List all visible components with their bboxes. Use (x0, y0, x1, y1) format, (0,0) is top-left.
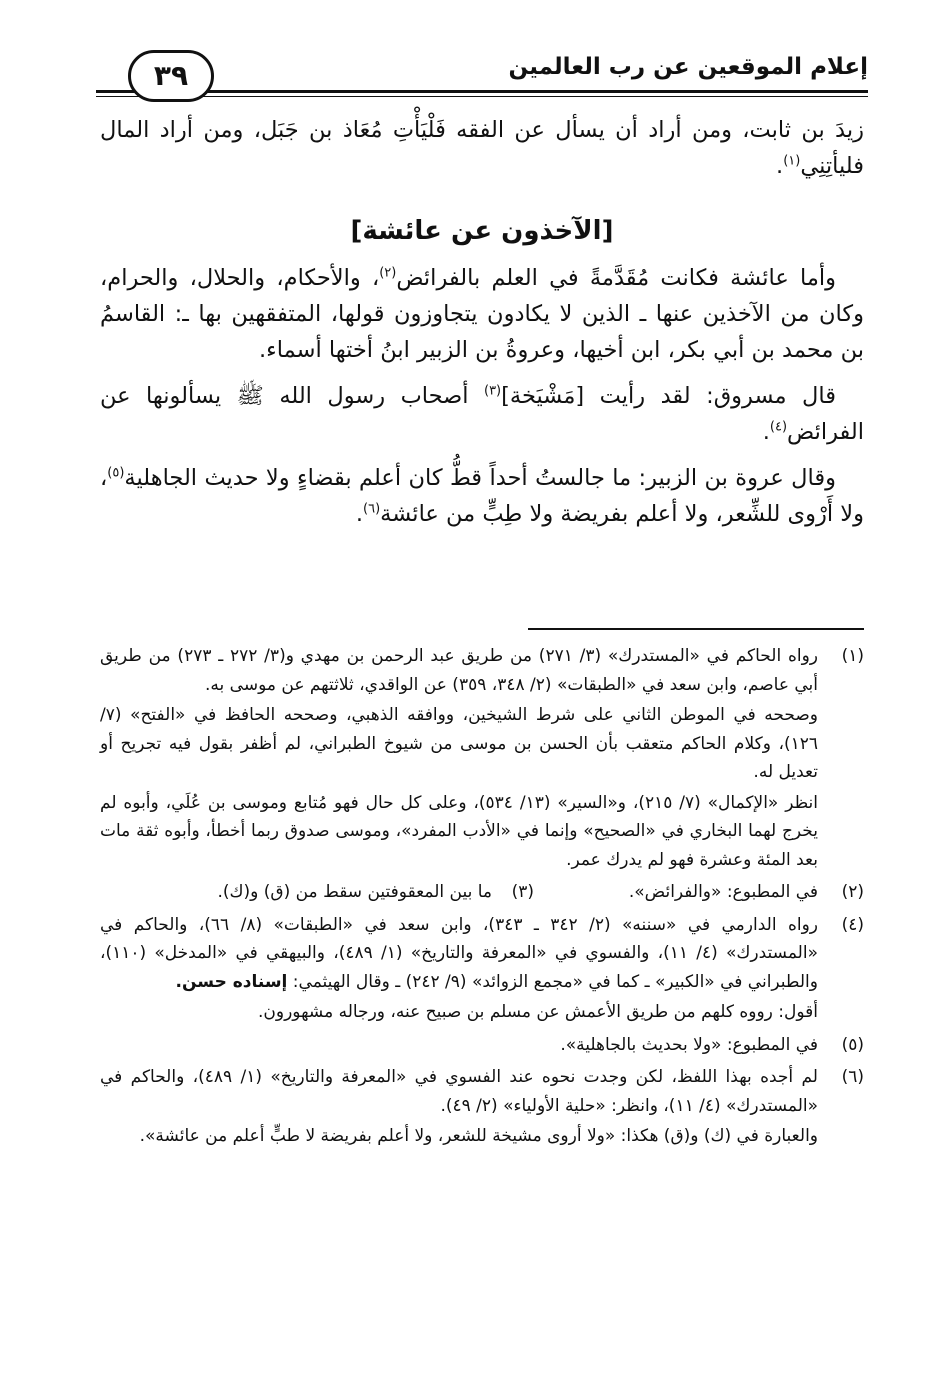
footnote-text: في المطبوع: «ولا بحديث بالجاهلية». (560, 1034, 818, 1055)
page-number: ٣٩ (128, 50, 214, 102)
paragraph-4-text-b: ، ولا أَرْوى للشِّعر، ولا أعلم بفريضة ولا طِبٍّ من عائشة (100, 465, 864, 527)
paragraph-1-text: زيدَ بن ثابت، ومن أراد أن يسأل عن الفقه فَلْيَأْتِ مُعَاذ بن جَبَل، ومن أراد المال فليأتِنِي (100, 117, 864, 179)
footnote-emphasis: إسناده حسن. (175, 971, 288, 992)
paragraph-3-text-a: قال مسروق: لقد رأيت [مَشْيَخة] (501, 383, 837, 409)
footnote-text: رواه الدارمي في «سننه» (٢/ ٣٤٢ ـ ٣٤٣)، وابن سعد في «الطبقات» (٨/ ٦٦)، والحاكم في «المستدرك» (٤/ ١١)، والفسوي في «المعرفة والتاريخ» (١/ ٤٨٩)، والبيهقي في «المدخل» (١١٠)، والطبراني في «الكبير» ـ كما في «مجمع الزوائد» (٩/ ٢٤٢) ـ وقال الهيثمي: (100, 914, 818, 992)
paragraph-4 (100, 460, 864, 532)
footnote-1-para-2: وصححه في الموطن الثاني على شرط الشيخين، ووافقه الذهبي، وصححه الحافظ في «الفتح» (٧/ ١٢٦)، وكلام الحاكم متعقب بأن الحسن بن موسى من شيوخ الطبراني، لم أظفر بقول فيه تجريح أو تعديل له. (100, 705, 818, 782)
footnote-1-para-3: انظر «الإكمال» (٧/ ٢١٥)، و«السير» (١٣/ ٥٣٤)، وعلى كل حال فهو مُتابع وموسى بن عُلَي، وأبوه لم يخرج لهما البخاري في «الصحيح» وإنما في «الأدب المفرد»، وموسى صدوق ربما أخطأ، وأبوه ثقة مات بعد المئة وعشرة فهو لم يدرك عمر. (100, 792, 818, 870)
note-ref-6: (٦) (363, 501, 381, 517)
header-rule (96, 90, 868, 93)
footnote-4 (100, 911, 864, 997)
footnote-number: (٢) (841, 882, 864, 902)
footnote-1 (100, 642, 864, 699)
footnote-text: في المطبوع: «والفرائض». (628, 882, 818, 902)
footnote-number: (٥) (841, 1034, 864, 1055)
note-ref-2: (٢) (379, 265, 397, 281)
footnote-4-body (100, 911, 818, 997)
paragraph-2-text-a: وأما عائشة فكانت مُقَدَّمةً في العلم بالفرائض (396, 265, 837, 291)
note-ref-4: (٤) (769, 419, 788, 435)
footnote-number: (١) (841, 646, 864, 666)
paragraph-1-end: . (776, 153, 784, 179)
footnote-text: رواه الحاكم في «المستدرك» (٣/ ٢٧١) من طريق عبد الرحمن بن مهدي و(٣/ ٢٧٢ ـ ٢٧٣) من طريق أبي عاصم، وابن سعد في «الطبقات» (٢/ ٣٤٨، ٣٥٩) عن الواقدي، ثلاثتهم عن موسى به. (100, 646, 819, 695)
running-title: إعلام الموقعين عن رب العالمين (508, 54, 868, 80)
note-ref-5: (٥) (107, 465, 125, 481)
paragraph-1 (100, 112, 864, 184)
paragraph-2 (100, 260, 864, 368)
footnote-2-3-row (100, 878, 864, 907)
paragraph-3-text-b: أصحاب رسول الله ﷺ يسألونها عن الفرائض (100, 383, 864, 445)
footnote-5 (100, 1031, 864, 1060)
footnote-text: ما بين المعقوفتين سقط من (ق) و(ك). (217, 882, 492, 902)
footnote-divider (528, 628, 864, 630)
footnote-3 (217, 878, 534, 907)
paragraph-2-text-b: ، والأحكام، والحلال، والحرام، وكان من الآخذين عنها ـ الذين لا يكادون يتجاوزون قولها، المتفقهين بها ـ: القاسمُ بن محمد بن أبي بكر، ابن أخيها، وعروةُ بن الزبير ابنُ أختها أسماء. (100, 265, 864, 363)
main-text (100, 112, 864, 542)
paragraph-4-text-a: وقال عروة بن الزبير: ما جالستُ أحداً قطُّ كان أعلم بقضاءٍ ولا حديث الجاهلية (124, 465, 836, 491)
footnote-text: لم أجده بهذا اللفظ، لكن وجدت نحوه عند الفسوي في «المعرفة والتاريخ» (١/ ٤٨٩)، والحاكم في «المستدرك» (٤/ ١١)، وانظر: «حلية الأولياء» (٢/ ٤٩). (100, 1067, 818, 1116)
footnote-number: (٣) (511, 882, 534, 902)
note-ref-1: (١) (783, 153, 801, 169)
paragraph-3 (100, 378, 864, 450)
footnote-6 (100, 1063, 864, 1120)
footnote-number: (٦) (841, 1067, 864, 1087)
section-heading: [الآخذون عن عائشة] (350, 216, 614, 246)
footnote-4-para-2: أقول: رووه كلهم من طريق الأعمش عن مسلم بن صبيح عنه، ورجاله مشهورون. (257, 1002, 818, 1022)
paragraph-4-end: . (355, 501, 364, 527)
footnote-2 (534, 878, 864, 907)
page-header (96, 40, 868, 100)
header-rule-thin (96, 96, 868, 97)
footnote-6-para-2: والعبارة في (ك) و(ق) هكذا: «ولا أروى مشيخة للشعر، ولا أعلم بفريضة لا طبٍّ أعلم من عائشة». (139, 1126, 818, 1146)
note-ref-3: (٣) (483, 383, 502, 399)
footnotes (100, 642, 864, 1151)
footnote-number: (٤) (841, 914, 864, 935)
paragraph-3-end: . (762, 419, 770, 445)
